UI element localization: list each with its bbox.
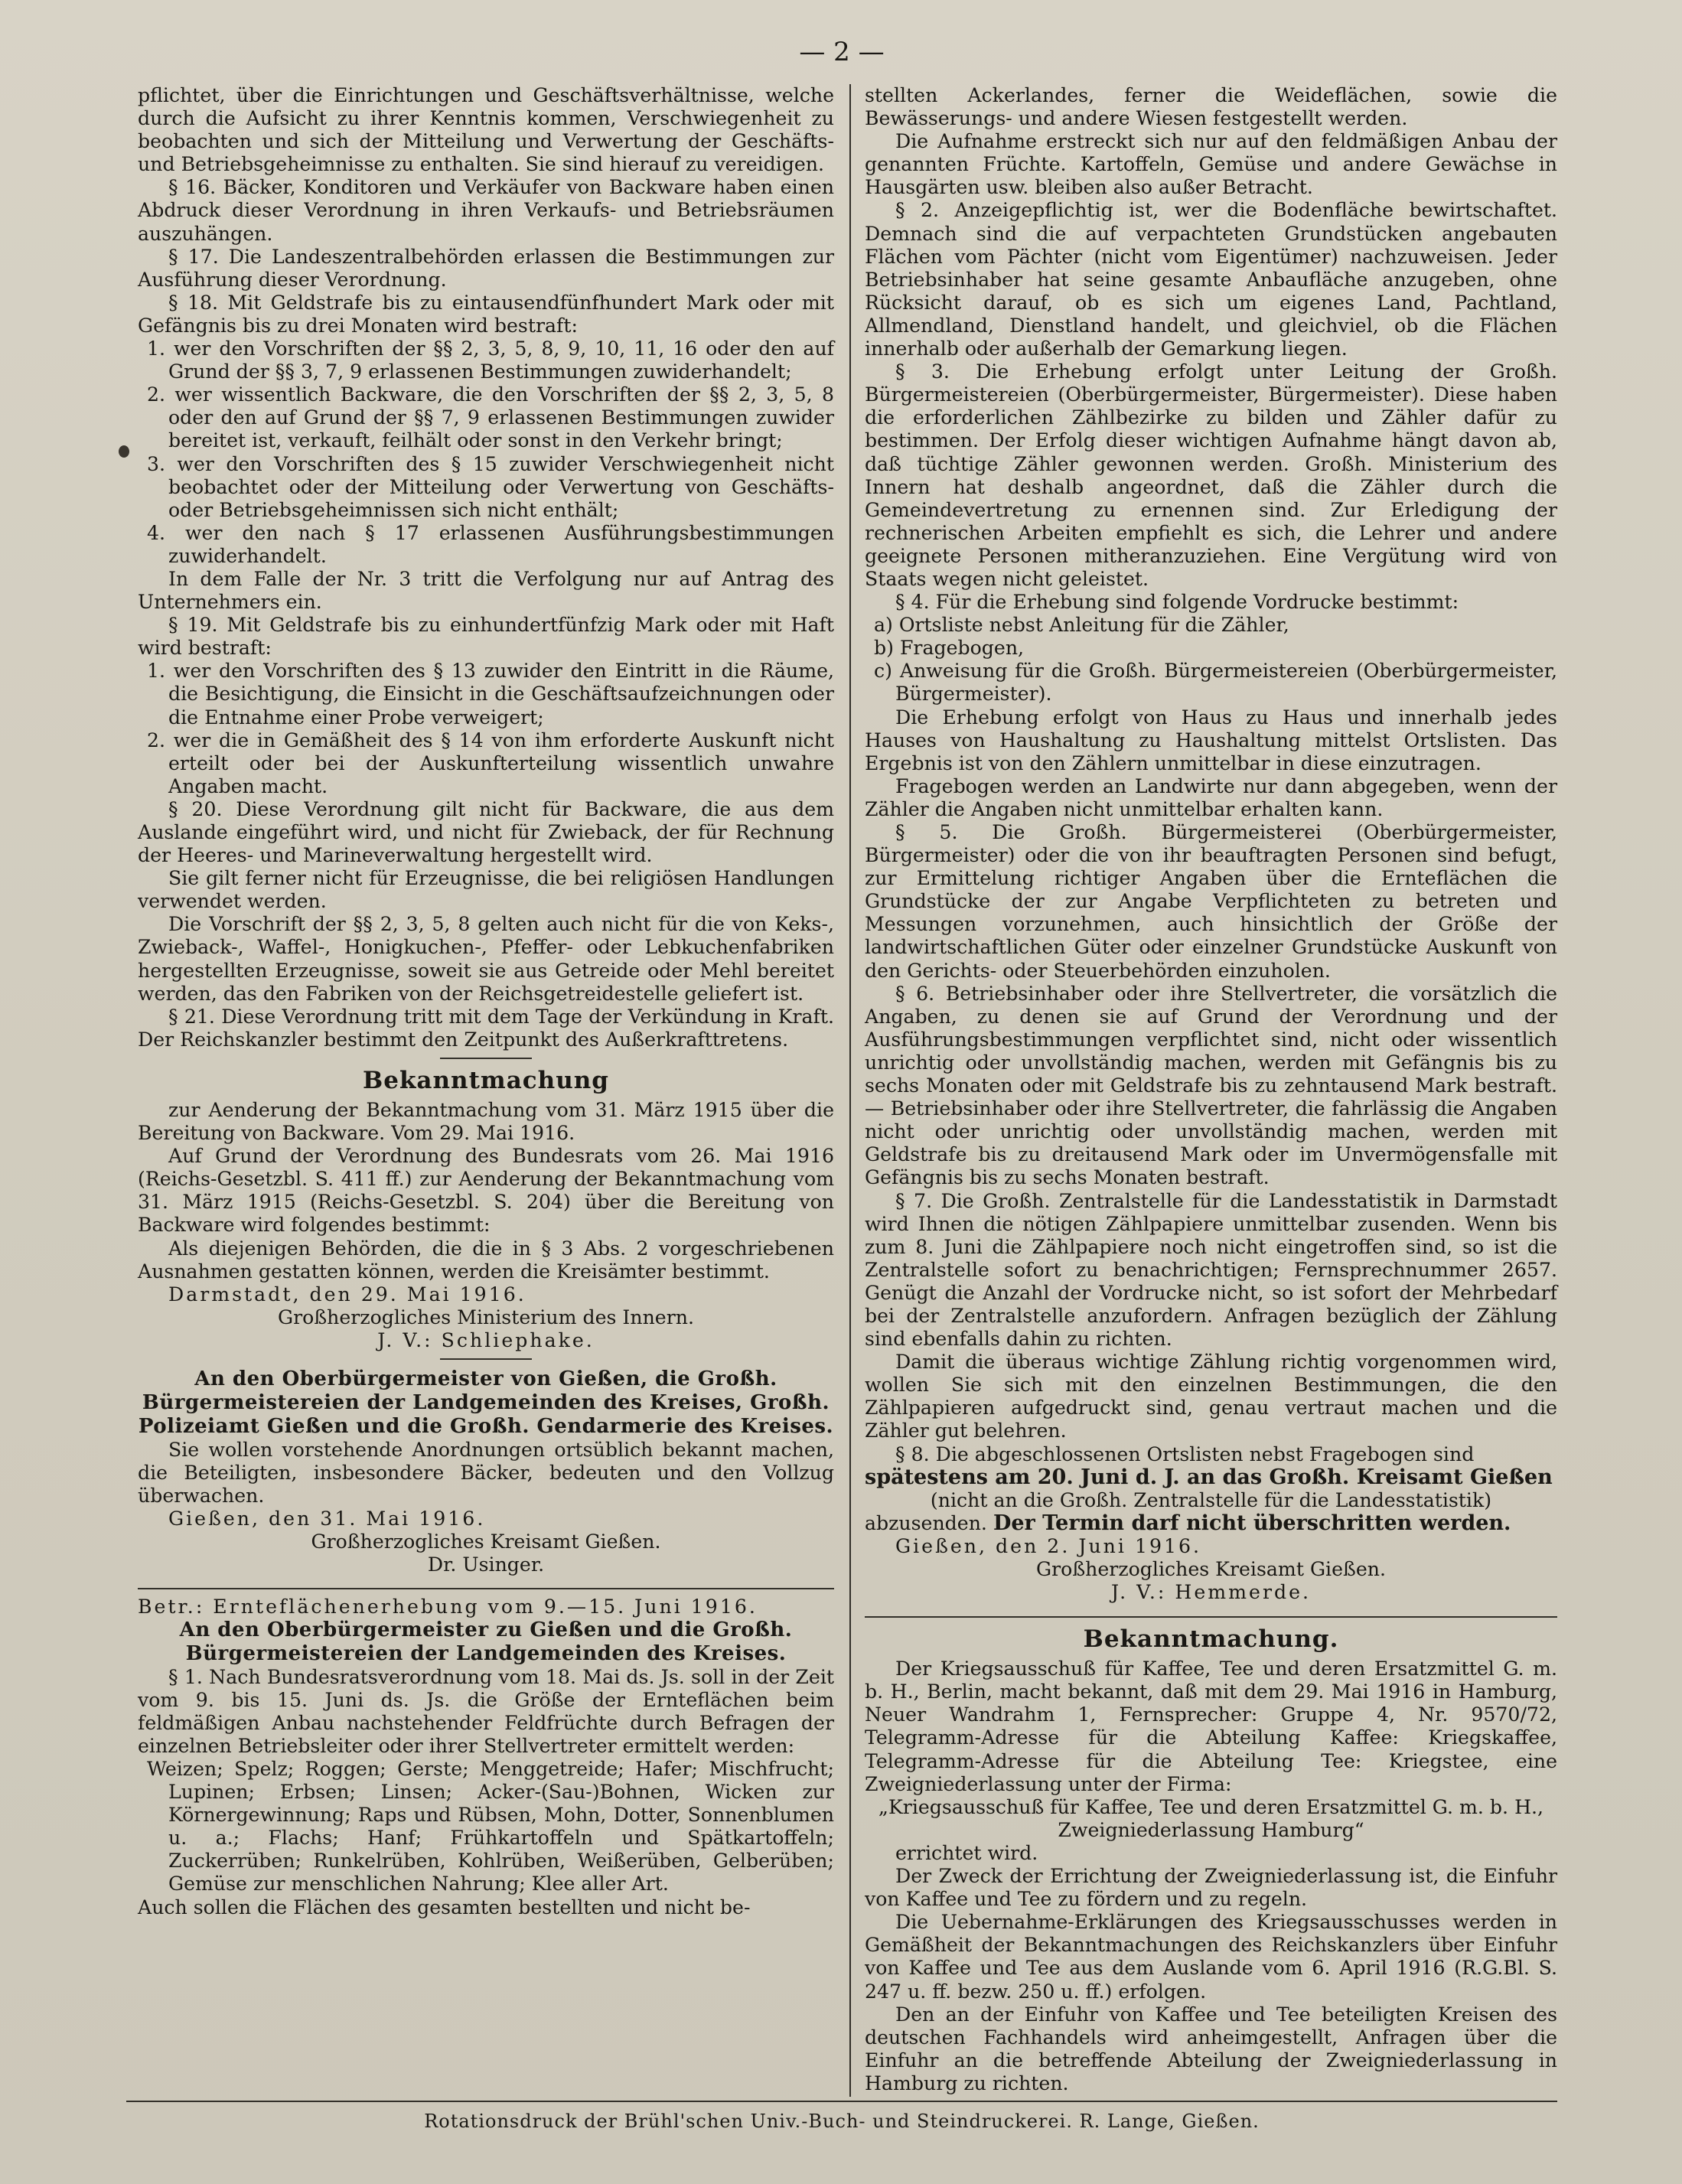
form-item: c) Anweisung für die Großh. Bürgermeistereien (Oberbürgermeister, Bürgermeister). bbox=[874, 660, 1557, 706]
paragraph-4: § 4. Für die Erhebung sind folgende Vordrucke bestimmt: bbox=[895, 591, 1459, 614]
signature-authority: Großherzogliches Kreisamt Gießen. bbox=[311, 1530, 661, 1553]
paragraph-17: § 17. Die Landeszentralbehörden erlassen die Bestimmungen zur Ausführung dieser Verordnung. bbox=[138, 245, 834, 291]
paragraph-continuation: pflichtet, über die Einrichtungen und Geschäftsverhältnisse, welche durch die Aufsicht zu ihrer Kenntnis kommen, Verschwiegenheit zu beobachten und sich der Mitteilung und Verwertung der Geschäfts- und Betriebsgeheimnisse zu enthalten. Sie sind hierauf zu vereidigen. bbox=[138, 84, 834, 176]
right-column bbox=[865, 84, 1557, 2095]
paragraph-5: § 5. Die Großh. Bürgermeisterei (Oberbürgermeister, Bürgermeister) oder die von ihr beauftragten Personen sind befugt, zur Ermittelung richtiger Angaben über die Ernteflächen die Grundstücke der zur Angabe Verpflichteten zu betreten und Messungen vorzunehmen, auch hinsichtlich der Größe der landwirtschaftlichen Güter oder einzelner Grundstücke Auskunft von den Gerichts- oder Steuerbehörden einzuholen. bbox=[865, 821, 1557, 982]
paragraph: Die Aufnahme erstreckt sich nur auf den feldmäßigen Anbau der genannten Früchte. Kartoffeln, Gemüse und andere Gewächse in Hausgärten usw. bleiben also außer Betracht. bbox=[865, 130, 1557, 199]
paragraph-20-b: Sie gilt ferner nicht für Erzeugnisse, die bei religiösen Handlungen verwendet werden. bbox=[138, 867, 834, 913]
section-separator bbox=[440, 1358, 532, 1360]
section-rule bbox=[865, 1616, 1557, 1618]
paragraph-20-c: Die Vorschrift der §§ 2, 3, 5, 8 gelten auch nicht für die von Keks-, Zwieback-, Waffel-, Honigkuchen-, Pfeffer- oder Lebkuchenfabriken hergestellten Erzeugnisse, soweit sie aus Getreide oder Mehl bereitet werden, das den Fabriken von der Reichsgetreidestelle geliefert ist. bbox=[138, 913, 834, 1005]
deadline-warning: Der Termin darf nicht überschritten werden. bbox=[993, 1511, 1511, 1535]
signature-name: J. V.: Hemmerde. bbox=[1110, 1581, 1312, 1604]
announcement-paragraph: Sie wollen vorstehende Anordnungen ortsüblich bekannt machen, die Beteiligten, insbesondere Bäcker, bedeuten und den Vollzug überwachen. bbox=[138, 1438, 834, 1508]
printer-imprint: Rotationsdruck der Brühl'schen Univ.-Buch- und Steindruckerei. R. Lange, Gießen. bbox=[424, 2111, 1260, 2132]
paragraph-1: § 1. Nach Bundesratsverordnung vom 18. Mai ds. Js. soll in der Zeit vom 9. bis 15. Juni ds. Js. die Größe der Ernteflächen beim feldmäßigen Anbau nachstehender Feldfrüchte durch Befragen der einzelnen Betriebsleiter oder ihrer Stellvertreter ermittelt werden: bbox=[138, 1665, 834, 1757]
paragraph-7: § 7. Die Großh. Zentralstelle für die Landesstatistik in Darmstadt wird Ihnen die nötigen Zählpapiere unmittelbar zusenden. Wenn bis zum 8. Juni die Zählpapiere noch nicht eingetroffen sind, so ist die Zentralstelle sofort zu benachrichtigen; Fernsprechnummer 2657. Genügt die Anzahl der Vordrucke nicht, so ist sofort der Mehrbedarf bei der Zentralstelle anzufordern. Anfragen bezüglich der Zählung sind ebenfalls dahin zu richten. bbox=[865, 1189, 1557, 1351]
deadline-note: (nicht an die Großh. Zentralstelle für die Landesstatistik) bbox=[930, 1488, 1492, 1511]
paragraph-19: § 19. Mit Geldstrafe bis zu einhundertfünfzig Mark oder mit Haft wird bestraft: bbox=[138, 614, 834, 660]
paragraph-18-note: In dem Falle der Nr. 3 tritt die Verfolgung nur auf Antrag des Unternehmers ein. bbox=[138, 567, 834, 614]
paragraph: Fragebogen werden an Landwirte nur dann abgegeben, wenn der Zähler die Angaben nicht unmittelbar erhalten kann. bbox=[865, 774, 1557, 820]
signature-name: J. V.: Schliephake. bbox=[377, 1328, 595, 1351]
paragraph-18-item: 2. wer wissentlich Backware, die den Vorschriften der §§ 2, 3, 5, 8 oder den auf Grund der §§ 7, 9 erlassenen Bestimmungen zuwider bereitet ist, verkauft, feilhält oder sonst in den Verkehr bringt; bbox=[147, 383, 834, 452]
subject-line: Betr.: Ernteflächenerhebung vom 9.—15. Juni 1916. bbox=[138, 1595, 758, 1618]
paragraph-6: § 6. Betriebsinhaber oder ihre Stellvertreter, die vorsätzlich die Angaben, zu denen sie auf Grund der Verordnung und der Ausführungsbestimmungen verpflichtet sind, nicht oder wissentlich unrichtig oder unvollständig machen, werden mit Gefängnis bis zu sechs Monaten oder mit Geldstrafe bis zu zehntausend Mark bestraft. — Betriebsinhaber oder ihre Stellvertreter, die fahrlässig die Angaben nicht oder unrichtig oder unvollständig machen, werden mit Geldstrafe bis zu dreitausend Mark oder im Unvermögensfalle mit Gefängnis bis zu sechs Monaten bestraft. bbox=[865, 982, 1557, 1189]
announcement-paragraph: errichtet wird. bbox=[895, 1841, 1038, 1864]
ink-blot bbox=[119, 445, 129, 458]
announcement-paragraph: Die Uebernahme-Erklärungen des Kriegsausschusses werden in Gemäßheit der Bekanntmachungen des Reichskanzlers über Einfuhr von Kaffee und Tee aus dem Auslande vom 6. April 1916 (R.G.Bl. S. 247 u. ff. bezw. 250 u. ff.) erfolgen. bbox=[865, 1911, 1557, 2003]
announcement-date: Gießen, den 2. Juni 1916. bbox=[895, 1534, 1202, 1557]
paragraph-3: § 3. Die Erhebung erfolgt unter Leitung der Großh. Bürgermeistereien (Oberbürgermeister, Bürgermeister). Diese haben die erforderlichen Zählbezirke zu bilden und Zähler dafür zu bestimmen. Der Erfolg dieser wichtigen Aufnahme hängt davon ab, daß tüchtige Zähler gewonnen werden. Großh. Ministerium des Innern hat deshalb angeordnet, daß die Zähler durch die Gemeindevertretung zu ernennen sind. Zur Erledigung der rechnerischen Arbeiten empfiehlt es sich, die Lehrer und andere geeignete Personen mitheranzuziehen. Eine Vergütung wird von Staats wegen nicht geleistet. bbox=[865, 360, 1557, 590]
paragraph-18-item: 1. wer den Vorschriften der §§ 2, 3, 5, 8, 9, 10, 11, 16 oder den auf Grund der §§ 3, 7, 9 erlassenen Bestimmungen zuwiderhandelt; bbox=[147, 337, 834, 383]
column-divider bbox=[849, 84, 851, 2097]
paragraph-19-item: 2. wer die in Gemäßheit des § 14 von ihm erforderte Auskunft nicht erteilt oder bei der Auskunfterteilung wissentlich unwahre Angaben macht. bbox=[147, 729, 834, 797]
signature-authority: Großherzogliches Kreisamt Gießen. bbox=[1036, 1558, 1386, 1580]
section-rule bbox=[138, 1588, 834, 1589]
deadline-prefix: abzusenden. bbox=[865, 1511, 987, 1534]
address-heading: An den Oberbürgermeister zu Gießen und die Großh. Bürgermeistereien der Landgemeinden des Kreises. bbox=[179, 1618, 793, 1665]
announcement-date: Gießen, den 31. Mai 1916. bbox=[168, 1508, 486, 1530]
paragraph-21: § 21. Diese Verordnung tritt mit dem Tage der Verkündung in Kraft. Der Reichskanzler bestimmt den Zeitpunkt des Außerkrafttretens. bbox=[138, 1005, 834, 1051]
paragraph-20: § 20. Diese Verordnung gilt nicht für Backware, die aus dem Auslande eingeführt wird, und nicht für Zwieback, der für Rechnung der Heeres- und Marineverwaltung hergestellt wird. bbox=[138, 797, 834, 867]
page-number: — 2 — bbox=[799, 37, 885, 67]
announcement-date: Darmstadt, den 29. Mai 1916. bbox=[168, 1283, 526, 1306]
paragraph-18: § 18. Mit Geldstrafe bis zu eintausendfünfhundert Mark oder mit Gefängnis bis zu drei Monaten wird bestraft: bbox=[138, 291, 834, 337]
announcement-paragraph: Den an der Einfuhr von Kaffee und Tee beteiligten Kreisen des deutschen Fachhandels wird anheimgestellt, Anfragen über die Einfuhr an die betreffende Abteilung der Zweigniederlassung in Hamburg zu richten. bbox=[865, 2003, 1557, 2094]
deadline-line bbox=[865, 1512, 1557, 1535]
firm-name-line: Zweigniederlassung Hamburg“ bbox=[1058, 1818, 1364, 1841]
announcement-subtitle: zur Aenderung der Bekanntmachung vom 31. März 1915 über die Bereitung von Backware. Vom 29. Mai 1916. bbox=[138, 1098, 834, 1145]
announcement-paragraph: Der Kriegsausschuß für Kaffee, Tee und deren Ersatzmittel G. m. b. H., Berlin, macht bekannt, daß mit dem 29. Mai 1916 in Hamburg, Neuer Wandrahm 1, Fernsprecher: Gruppe 4, Nr. 9570/72, Telegramm-Adresse für die Abteilung Kaffee: Kriegskaffee, Telegramm-Adresse für die Abteilung Tee: Kriegstee, eine Zweigniederlassung unter der Firma: bbox=[865, 1658, 1557, 1795]
form-item: a) Ortsliste nebst Anleitung für die Zähler, bbox=[874, 614, 1289, 637]
paragraph-16: § 16. Bäcker, Konditoren und Verkäufer von Backware haben einen Abdruck dieser Verordnung in ihren Verkaufs- und Betriebsräumen auszuhängen. bbox=[138, 176, 834, 245]
signature-name: Dr. Usinger. bbox=[427, 1553, 545, 1576]
paragraph: Die Erhebung erfolgt von Haus zu Haus und innerhalb jedes Hauses von Haushaltung zu Haushaltung mittelst Ortslisten. Das Ergebnis ist von den Zählern unmittelbar in diese einzutragen. bbox=[865, 706, 1557, 774]
announcement-paragraph: Als diejenigen Behörden, die die in § 3 Abs. 2 vorgeschriebenen Ausnahmen gestatten können, werden die Kreisämter bestimmt. bbox=[138, 1237, 834, 1283]
paragraph-18-item: 4. wer den nach § 17 erlassenen Ausführungsbestimmungen zuwiderhandelt. bbox=[147, 521, 834, 567]
form-item: b) Fragebogen, bbox=[874, 637, 1025, 660]
paragraph-8: § 8. Die abgeschlossenen Ortslisten nebst Fragebogen sind bbox=[895, 1442, 1475, 1465]
footer-rule bbox=[126, 2101, 1557, 2102]
paragraph-continued: Auch sollen die Flächen des gesamten bestellten und nicht be- bbox=[138, 1896, 751, 1918]
section-separator bbox=[440, 1058, 532, 1059]
signature-authority: Großherzogliches Ministerium des Innern. bbox=[278, 1306, 694, 1328]
left-column bbox=[138, 84, 834, 1919]
paragraph: Damit die überaus wichtige Zählung richtig vorgenommen wird, wollen Sie sich mit den einzelnen Bestimmungen, die den Zählpapieren aufgedruckt sind, genau vertraut machen und die Zähler gut belehren. bbox=[865, 1351, 1557, 1442]
crop-list: Weizen; Spelz; Roggen; Gerste; Menggetreide; Hafer; Mischfrucht; Lupinen; Erbsen; Linsen; Acker-(Sau-)Bohnen, Wicken zur Körnergewinnung; Raps und Rübsen, Mohn, Dotter, Sonnenblumen u. a.; Flachs; Hanf; Frühkartoffeln und Spätkartoffeln; Zuckerrüben; Runkelrüben, Kohlrüben, Weißerüben, Gelberüben; Gemüse zur menschlichen Nahrung; Klee aller Art. bbox=[147, 1758, 834, 1896]
address-heading: An den Oberbürgermeister von Gießen, die Großh. Bürgermeistereien der Landgemeinden des Kreises, Großh. Polizeiamt Gießen und die Großh. Gendarmerie des Kreises. bbox=[138, 1367, 834, 1438]
announcement-paragraph: Auf Grund der Verordnung des Bundesrats vom 26. Mai 1916 (Reichs-Gesetzbl. S. 411 ff.) zur Aenderung der Bekanntmachung vom 31. März 1915 (Reichs-Gesetzbl. S. 204) über die Bereitung von Backware wird folgendes bestimmt: bbox=[138, 1145, 834, 1237]
paragraph-continuation: stellten Ackerlandes, ferner die Weideflächen, sowie die Bewässerungs- und andere Wiesen festgestellt werden. bbox=[865, 84, 1557, 130]
deadline-notice: spätestens am 20. Juni d. J. an das Großh. Kreisamt Gießen bbox=[865, 1465, 1553, 1489]
announcement-paragraph: Der Zweck der Errichtung der Zweigniederlassung ist, die Einfuhr von Kaffee und Tee zu fördern und zu regeln. bbox=[865, 1865, 1557, 1911]
announcement-heading: Bekanntmachung. bbox=[1083, 1625, 1339, 1654]
paragraph-19-item: 1. wer den Vorschriften des § 13 zuwider den Eintritt in die Räume, die Besichtigung, die Einsicht in die Geschäftsaufzeichnungen oder die Entnahme einer Probe verweigert; bbox=[147, 660, 834, 729]
announcement-heading: Bekanntmachung bbox=[363, 1066, 609, 1094]
paragraph-2: § 2. Anzeigepflichtig ist, wer die Bodenfläche bewirtschaftet. Demnach sind die auf verpachteten Grundstücken angebauten Flächen vom Pächter (nicht vom Eigentümer) nachzuweisen. Jeder Betriebsinhaber hat seine gesamte Anbaufläche anzugeben, ohne Rücksicht darauf, ob es sich um eigenes Land, Pachtland, Allmendland, Dienstland handelt, und gleichviel, ob die Flächen innerhalb oder außerhalb der Gemarkung liegen. bbox=[865, 199, 1557, 360]
firm-name-line: „Kriegsausschuß für Kaffee, Tee und deren Ersatzmittel G. m. b. H., bbox=[878, 1795, 1544, 1818]
paragraph-18-item: 3. wer den Vorschriften des § 15 zuwider Verschwiegenheit nicht beobachtet oder der Mitteilung oder Verwertung von Geschäfts- oder Betriebsgeheimnissen sich nicht enthält; bbox=[147, 452, 834, 521]
